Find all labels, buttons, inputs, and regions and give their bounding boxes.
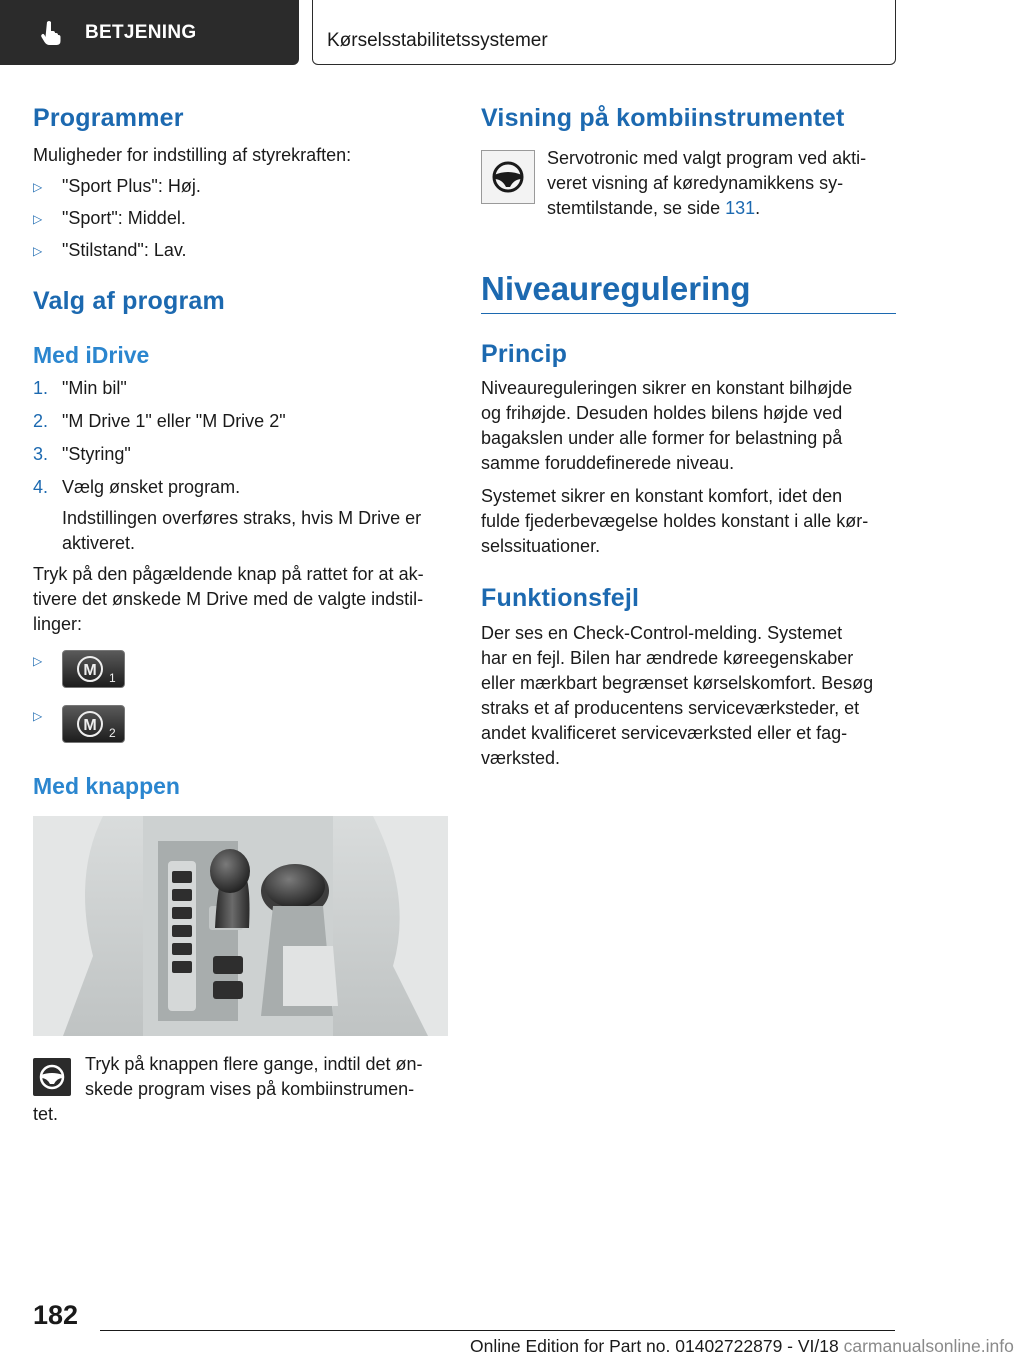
princip-text: bagakslen under alle former for belastning på [481, 428, 843, 448]
visning-text: stemtilstande, se side 131. [547, 198, 761, 218]
step-number: 1. [33, 378, 49, 398]
step-text: "M Drive 1" eller "M Drive 2" [62, 411, 286, 431]
footer-rule [100, 1330, 895, 1331]
visning-heading: Visning på kombiinstrumentet [481, 104, 845, 132]
tryk-text: Tryk på den pågældende knap på rattet for at ak- [33, 564, 424, 584]
system-text: selssituationer. [481, 536, 601, 556]
niveau-heading: Niveauregulering [481, 270, 751, 307]
princip-text: Niveaureguleringen sikrer en konstant bilhøjde [481, 378, 853, 398]
m2-button-image [62, 705, 125, 743]
step-number: 2. [33, 411, 49, 431]
bullet-icon: ▷ [33, 654, 43, 668]
bullet-icon: ▷ [33, 212, 43, 226]
programmer-intro: Muligheder for indstilling af styrekraften: [33, 145, 352, 165]
edition-text: Online Edition for Part no. 01402722879 - VI/18 carmanualsonline.info [470, 1336, 1014, 1356]
chapter-tab [312, 0, 896, 65]
fejl-heading: Funktionsfejl [481, 584, 640, 612]
knappen-heading: Med knappen [33, 773, 180, 799]
princip-text: og frihøjde. Desuden holdes bilens højde ved [481, 403, 843, 423]
m1-button-image [62, 650, 125, 688]
steering-wheel-icon [481, 150, 535, 204]
programmer-heading: Programmer [33, 104, 184, 132]
programmer-item: "Stilstand": Lav. [62, 240, 187, 260]
m-drive-1-icon [63, 651, 126, 689]
fejl-text: eller mærkbart begrænset kørselskomfort. Besøg [481, 673, 874, 693]
step-text: "Min bil" [62, 378, 127, 398]
watermark-text: carmanualsonline.info [843, 1336, 1014, 1356]
bullet-icon: ▷ [33, 709, 43, 723]
tryk-text: linger: [33, 614, 83, 634]
princip-heading: Princip [481, 340, 568, 368]
system-text: Systemet sikrer en konstant komfort, idet den [481, 486, 843, 506]
center-console-photo [33, 816, 448, 1036]
visning-text: Servotronic med valgt program ved akti- [547, 148, 867, 168]
chapter-label: Kørselsstabilitetssystemer [327, 30, 548, 51]
princip-text: samme foruddefinerede niveau. [481, 453, 735, 473]
fejl-text: Der ses en Check-Control-melding. Systemet [481, 623, 843, 643]
step-number: 3. [33, 444, 49, 464]
step-note: aktiveret. [62, 533, 136, 553]
fejl-text: andet kvalificeret serviceværksted eller et fag- [481, 723, 848, 743]
svg-text:M: M [83, 662, 97, 679]
valg-heading: Valg af program [33, 287, 225, 315]
system-text: fulde fjederbevægelse holdes konstant i alle kør- [481, 511, 869, 531]
step-note: Indstillingen overføres straks, hvis M Drive er [62, 508, 422, 528]
heading-rule [481, 313, 896, 314]
step-text: Vælg ønsket program. [62, 477, 241, 497]
programmer-item: "Sport Plus": Høj. [62, 176, 201, 196]
caption-text: Tryk på knappen flere gange, indtil det øn- [85, 1054, 423, 1074]
caption-text: tet. [33, 1104, 59, 1124]
visning-text: veret visning af køredynamikkens sy- [547, 173, 844, 193]
fejl-text: værksted. [481, 748, 561, 768]
page-number: 182 [33, 1300, 79, 1330]
m1-label: 1 [109, 671, 116, 685]
step-text: "Styring" [62, 444, 131, 464]
tryk-text: tivere det ønskede M Drive med de valgte indstil- [33, 589, 424, 609]
page-link[interactable]: 131 [725, 198, 756, 218]
programmer-item: "Sport": Middel. [62, 208, 186, 228]
hand-pointer-icon [40, 20, 62, 46]
steering-wheel-icon [33, 1058, 71, 1096]
svg-text:M: M [83, 717, 97, 734]
m2-label: 2 [109, 726, 116, 740]
idrive-heading: Med iDrive [33, 342, 150, 368]
fejl-text: straks et af producentens serviceværksteder, et [481, 698, 860, 718]
step-number: 4. [33, 477, 49, 497]
m-drive-2-icon [63, 706, 126, 744]
bullet-icon: ▷ [33, 180, 43, 194]
fejl-text: har en fejl. Bilen har ændrede køreegenskaber [481, 648, 854, 668]
caption-text: skede program vises på kombiinstrumen- [85, 1079, 415, 1099]
bullet-icon: ▷ [33, 244, 43, 258]
section-label: BETJENING [85, 21, 197, 43]
section-tab [0, 0, 299, 65]
